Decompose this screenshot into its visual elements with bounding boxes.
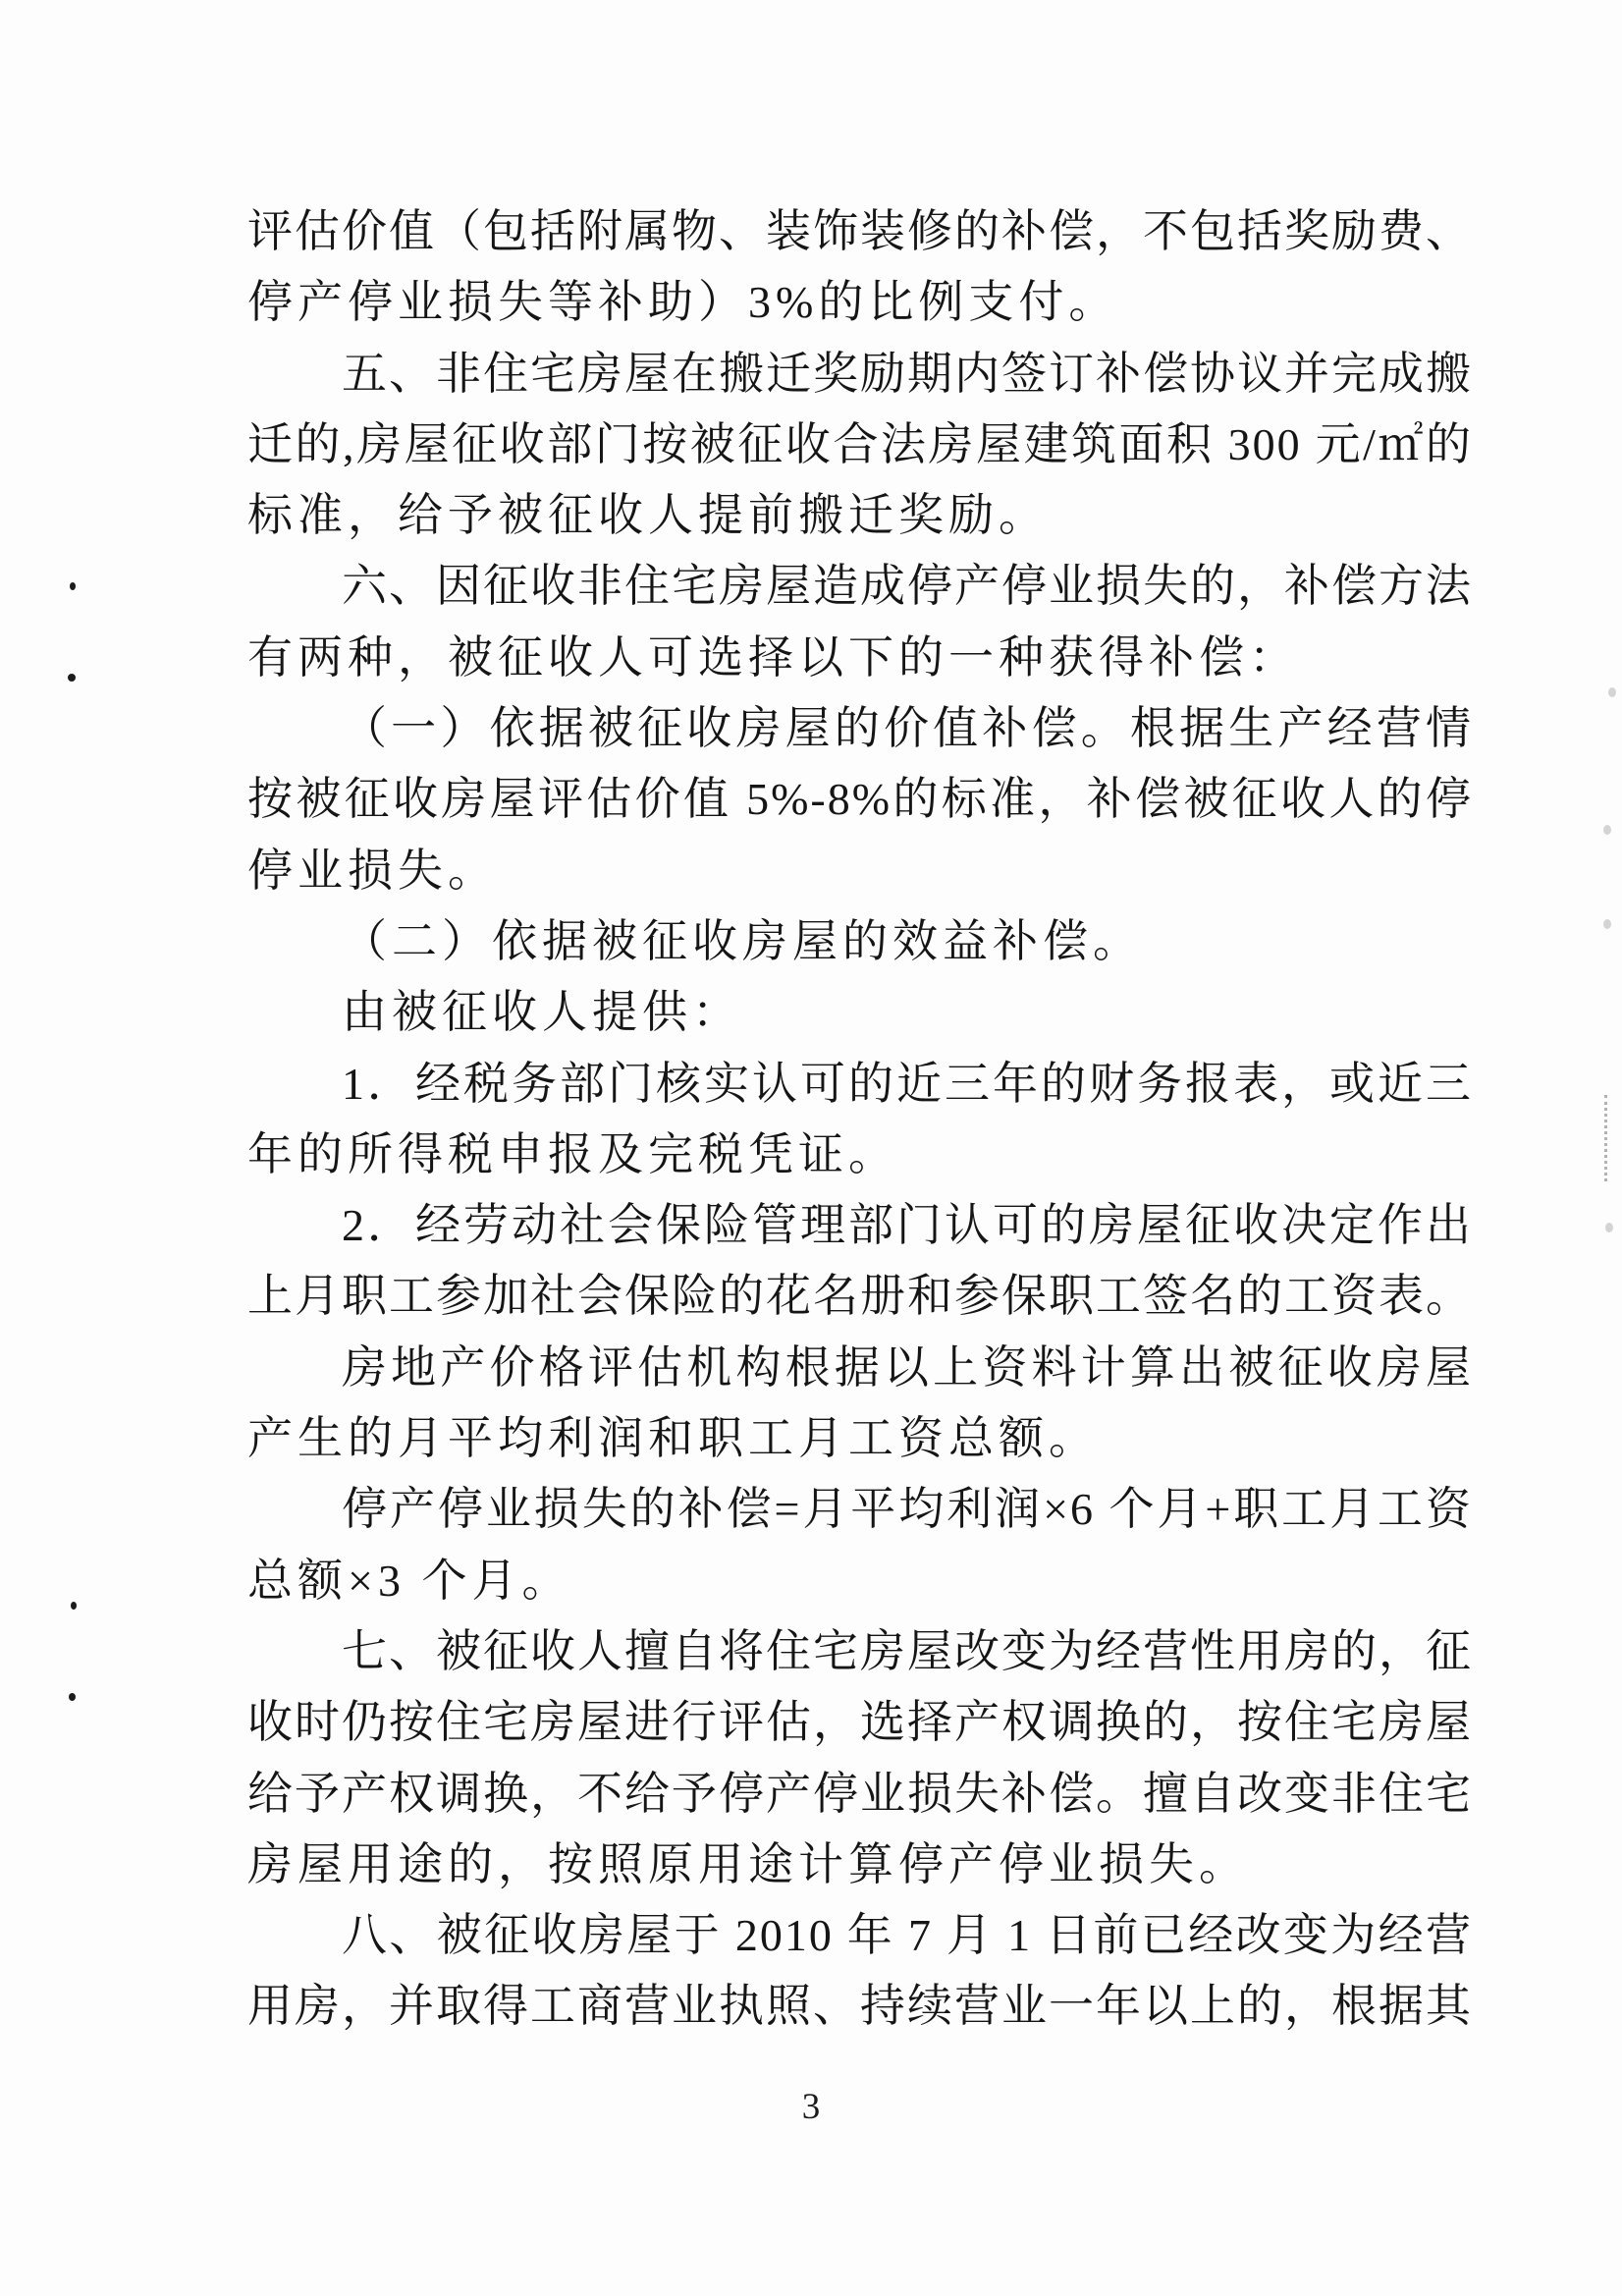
text-line: 七、被征收人擅自将住宅房屋改变为经营性用房的，征 bbox=[342, 1625, 1473, 1676]
scan-speck bbox=[68, 674, 76, 682]
scan-speck-faint bbox=[1603, 825, 1611, 835]
text-line: 收时仍按住宅房屋进行评估，选择产权调换的，按住宅房屋 bbox=[247, 1697, 1473, 1748]
text-line: 有两种，被征收人可选择以下的一种获得补偿： bbox=[247, 631, 1299, 683]
text-line: 评估价值（包括附属物、装饰装修的补偿，不包括奖励费、 bbox=[247, 206, 1473, 256]
page-number: 3 bbox=[801, 2087, 821, 2127]
text-line: 给予产权调换，不给予停产停业损失补偿。擅自改变非住宅 bbox=[247, 1768, 1473, 1819]
text-line: 迁的,房屋征收部门按被征收合法房屋建筑面积 300 元/㎡的 bbox=[247, 418, 1473, 469]
text-line: 产生的月平均利润和职工月工资总额。 bbox=[247, 1413, 1099, 1464]
text-line: 停产停业损失等补助）3%的比例支付。 bbox=[247, 277, 1119, 328]
text-line: 六、因征收非住宅房屋造成停产停业损失的，补偿方法 bbox=[342, 561, 1473, 612]
scan-dotted-line bbox=[1604, 1095, 1607, 1181]
scan-speck-faint bbox=[1603, 919, 1611, 929]
text-line: 用房，并取得工商营业执照、持续营业一年以上的，根据其 bbox=[247, 1981, 1473, 2032]
text-line: （一）依据被征收房屋的价值补偿。根据生产经营情 bbox=[342, 703, 1473, 754]
text-line: 停业损失。 bbox=[247, 845, 498, 896]
scan-speck bbox=[71, 1602, 77, 1610]
text-line: 房屋用途的，按照原用途计算停产停业损失。 bbox=[247, 1838, 1249, 1889]
text-line: 年的所得税申报及完税凭证。 bbox=[247, 1128, 898, 1179]
scan-speck bbox=[69, 1693, 76, 1701]
text-line: （二）依据被征收房屋的效益补偿。 bbox=[342, 915, 1143, 966]
text-line: 1．经税务部门核实认可的近三年的财务报表，或近三 bbox=[342, 1058, 1473, 1109]
text-line: 标准，给予被征收人提前搬迁奖励。 bbox=[247, 490, 1049, 541]
scan-speck-faint bbox=[1608, 687, 1616, 697]
text-line: 按被征收房屋评估价值 5%-8%的标准，补偿被征收人的停 bbox=[247, 774, 1473, 825]
text-line: 由被征收人提供： bbox=[342, 987, 742, 1038]
document-body bbox=[247, 196, 1473, 2043]
text-line: 停产停业损失的补偿=月平均利润×6 个月+职工月工资 bbox=[342, 1484, 1473, 1535]
text-line: 房地产价格评估机构根据以上资料计算出被征收房屋 bbox=[342, 1341, 1473, 1393]
text-line: 五、非住宅房屋在搬迁奖励期内签订补偿协议并完成搬 bbox=[342, 348, 1473, 399]
text-line: 上月职工参加社会保险的花名册和参保职工签名的工资表。 bbox=[247, 1271, 1473, 1322]
text-line: 八、被征收房屋于 2010 年 7 月 1 日前已经改变为经营 bbox=[342, 1910, 1473, 1961]
scan-speck-faint bbox=[1605, 1223, 1613, 1232]
text-line: 总额×3 个月。 bbox=[247, 1555, 572, 1606]
text-line: 2．经劳动社会保险管理部门认可的房屋征收决定作出 bbox=[342, 1200, 1473, 1251]
scan-speck bbox=[70, 582, 76, 590]
